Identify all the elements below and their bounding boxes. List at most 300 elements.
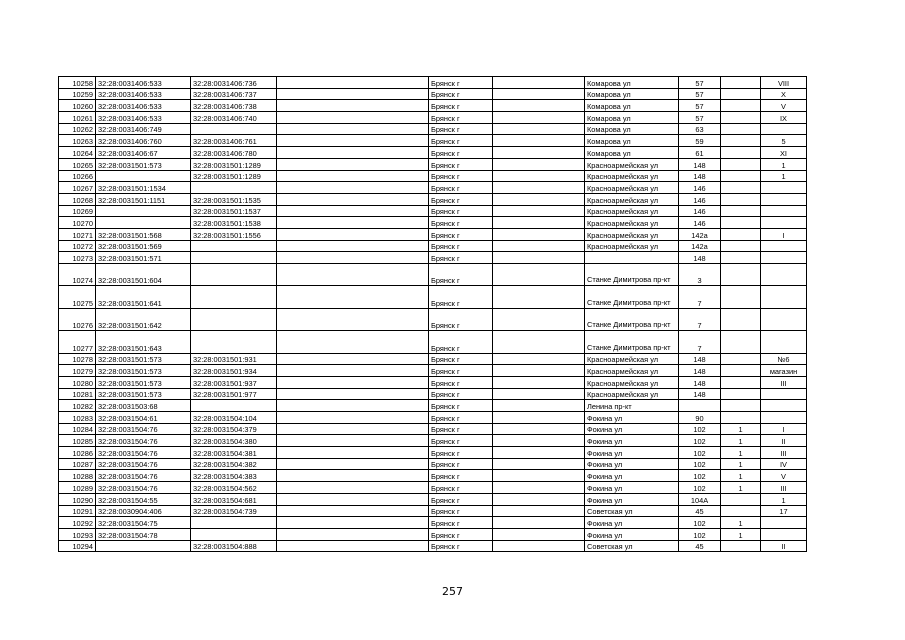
apartment-number-cell bbox=[761, 400, 807, 412]
building-number-cell bbox=[721, 264, 761, 286]
house-number-cell: 7 bbox=[679, 308, 721, 330]
table-row bbox=[59, 376, 807, 388]
house-number-cell: 45 bbox=[679, 505, 721, 517]
apartment-number-cell: II bbox=[761, 435, 807, 447]
table-row bbox=[59, 493, 807, 505]
row-number-cell: 10270 bbox=[59, 217, 96, 229]
row-number-cell: 10280 bbox=[59, 376, 96, 388]
blank-cell bbox=[493, 252, 585, 264]
table-row bbox=[59, 423, 807, 435]
blank-cell bbox=[277, 376, 429, 388]
building-number-cell: 1 bbox=[721, 470, 761, 482]
apartment-number-cell: V bbox=[761, 470, 807, 482]
blank-cell bbox=[493, 423, 585, 435]
blank-cell bbox=[493, 517, 585, 529]
city-cell: Брянск г bbox=[429, 540, 493, 552]
cadastral-number-cell: 32:28:0031504:76 bbox=[96, 447, 191, 459]
building-number-cell bbox=[721, 540, 761, 552]
row-number-cell: 10282 bbox=[59, 400, 96, 412]
blank-cell bbox=[493, 205, 585, 217]
city-cell: Брянск г bbox=[429, 482, 493, 494]
premises-cadastral-number-cell bbox=[191, 331, 277, 353]
cadastral-number-cell bbox=[96, 170, 191, 182]
building-number-cell bbox=[721, 88, 761, 100]
premises-cadastral-number-cell: 32:28:0031504:681 bbox=[191, 493, 277, 505]
apartment-number-cell: 1 bbox=[761, 170, 807, 182]
blank-cell bbox=[277, 447, 429, 459]
cadastral-number-cell: 32:28:0031503:68 bbox=[96, 400, 191, 412]
cadastral-number-cell: 32:28:0031406:67 bbox=[96, 147, 191, 159]
city-cell: Брянск г bbox=[429, 252, 493, 264]
premises-cadastral-number-cell: 32:28:0031504:379 bbox=[191, 423, 277, 435]
table-row bbox=[59, 447, 807, 459]
city-cell: Брянск г bbox=[429, 217, 493, 229]
city-cell: Брянск г bbox=[429, 112, 493, 124]
city-cell: Брянск г bbox=[429, 193, 493, 205]
premises-cadastral-number-cell: 32:28:0031504:739 bbox=[191, 505, 277, 517]
row-number-cell: 10288 bbox=[59, 470, 96, 482]
table-row bbox=[59, 353, 807, 365]
blank-cell bbox=[493, 112, 585, 124]
building-number-cell bbox=[721, 112, 761, 124]
apartment-number-cell bbox=[761, 252, 807, 264]
blank-cell bbox=[493, 286, 585, 308]
table-row bbox=[59, 112, 807, 124]
row-number-cell: 10258 bbox=[59, 77, 96, 89]
blank-cell bbox=[277, 353, 429, 365]
row-number-cell: 10259 bbox=[59, 88, 96, 100]
premises-cadastral-number-cell bbox=[191, 264, 277, 286]
city-cell: Брянск г bbox=[429, 412, 493, 424]
building-number-cell bbox=[721, 193, 761, 205]
row-number-cell: 10286 bbox=[59, 447, 96, 459]
city-cell: Брянск г bbox=[429, 240, 493, 252]
street-cell: Ленина пр-кт bbox=[585, 400, 679, 412]
apartment-number-cell: III bbox=[761, 447, 807, 459]
house-number-cell: 146 bbox=[679, 217, 721, 229]
street-cell: Фокина ул bbox=[585, 517, 679, 529]
blank-cell bbox=[277, 193, 429, 205]
row-number-cell: 10271 bbox=[59, 228, 96, 240]
house-number-cell: 146 bbox=[679, 205, 721, 217]
blank-cell bbox=[277, 505, 429, 517]
premises-cadastral-number-cell: 32:28:0031406:780 bbox=[191, 147, 277, 159]
table-row bbox=[59, 88, 807, 100]
building-number-cell bbox=[721, 353, 761, 365]
street-cell: Фокина ул bbox=[585, 435, 679, 447]
cadastral-number-cell: 32:28:0031406:760 bbox=[96, 135, 191, 147]
apartment-number-cell bbox=[761, 240, 807, 252]
street-cell bbox=[585, 252, 679, 264]
table-row bbox=[59, 286, 807, 308]
street-cell: Комарова ул bbox=[585, 77, 679, 89]
premises-cadastral-number-cell: 32:28:0031406:761 bbox=[191, 135, 277, 147]
building-number-cell: 1 bbox=[721, 517, 761, 529]
house-number-cell: 148 bbox=[679, 388, 721, 400]
blank-cell bbox=[493, 528, 585, 540]
cadastral-number-cell: 32:28:0031501:573 bbox=[96, 376, 191, 388]
premises-cadastral-number-cell: 32:28:0031501:1289 bbox=[191, 170, 277, 182]
building-number-cell bbox=[721, 123, 761, 135]
premises-cadastral-number-cell: 32:28:0031501:1556 bbox=[191, 228, 277, 240]
cadastral-number-cell: 32:28:0031504:76 bbox=[96, 470, 191, 482]
house-number-cell: 63 bbox=[679, 123, 721, 135]
cadastral-number-cell: 32:28:0031406:533 bbox=[96, 88, 191, 100]
blank-cell bbox=[277, 205, 429, 217]
blank-cell bbox=[493, 193, 585, 205]
table-row bbox=[59, 264, 807, 286]
house-number-cell: 61 bbox=[679, 147, 721, 159]
cadastral-number-cell: 32:28:0031406:533 bbox=[96, 112, 191, 124]
premises-cadastral-number-cell bbox=[191, 517, 277, 529]
building-number-cell: 1 bbox=[721, 482, 761, 494]
cadastral-number-cell: 32:28:0031501:573 bbox=[96, 388, 191, 400]
apartment-number-cell: IX bbox=[761, 112, 807, 124]
premises-cadastral-number-cell: 32:28:0031504:381 bbox=[191, 447, 277, 459]
street-cell: Фокина ул bbox=[585, 458, 679, 470]
blank-cell bbox=[493, 458, 585, 470]
premises-cadastral-number-cell bbox=[191, 308, 277, 330]
cadastral-number-cell: 32:28:0031406:533 bbox=[96, 100, 191, 112]
blank-cell bbox=[493, 264, 585, 286]
house-number-cell: 148 bbox=[679, 376, 721, 388]
blank-cell bbox=[493, 100, 585, 112]
street-cell: Комарова ул bbox=[585, 123, 679, 135]
building-number-cell bbox=[721, 365, 761, 377]
house-number-cell: 7 bbox=[679, 286, 721, 308]
building-number-cell: 1 bbox=[721, 435, 761, 447]
blank-cell bbox=[277, 88, 429, 100]
blank-cell bbox=[493, 308, 585, 330]
table-row bbox=[59, 217, 807, 229]
street-cell: Комарова ул bbox=[585, 112, 679, 124]
building-number-cell bbox=[721, 100, 761, 112]
house-number-cell: 142а bbox=[679, 228, 721, 240]
table-row bbox=[59, 308, 807, 330]
blank-cell bbox=[277, 252, 429, 264]
table-row bbox=[59, 77, 807, 89]
row-number-cell: 10285 bbox=[59, 435, 96, 447]
premises-cadastral-number-cell: 32:28:0031501:1535 bbox=[191, 193, 277, 205]
table-row bbox=[59, 170, 807, 182]
row-number-cell: 10263 bbox=[59, 135, 96, 147]
row-number-cell: 10289 bbox=[59, 482, 96, 494]
apartment-number-cell bbox=[761, 182, 807, 194]
table-row bbox=[59, 470, 807, 482]
table-row bbox=[59, 482, 807, 494]
city-cell: Брянск г bbox=[429, 388, 493, 400]
table-row bbox=[59, 158, 807, 170]
street-cell: Красноармейская ул bbox=[585, 170, 679, 182]
building-number-cell bbox=[721, 412, 761, 424]
cadastral-number-cell: 32:28:0031501:643 bbox=[96, 331, 191, 353]
row-number-cell: 10279 bbox=[59, 365, 96, 377]
blank-cell bbox=[277, 286, 429, 308]
cadastral-number-cell: 32:28:0031501:568 bbox=[96, 228, 191, 240]
city-cell: Брянск г bbox=[429, 400, 493, 412]
table-row bbox=[59, 505, 807, 517]
city-cell: Брянск г bbox=[429, 376, 493, 388]
blank-cell bbox=[493, 147, 585, 159]
apartment-number-cell: XI bbox=[761, 147, 807, 159]
city-cell: Брянск г bbox=[429, 423, 493, 435]
table-row bbox=[59, 252, 807, 264]
row-number-cell: 10291 bbox=[59, 505, 96, 517]
blank-cell bbox=[493, 158, 585, 170]
table-row bbox=[59, 365, 807, 377]
table-row bbox=[59, 388, 807, 400]
building-number-cell: 1 bbox=[721, 528, 761, 540]
city-cell: Брянск г bbox=[429, 286, 493, 308]
apartment-number-cell bbox=[761, 123, 807, 135]
row-number-cell: 10278 bbox=[59, 353, 96, 365]
house-number-cell: 102 bbox=[679, 423, 721, 435]
row-number-cell: 10283 bbox=[59, 412, 96, 424]
blank-cell bbox=[277, 331, 429, 353]
table-row bbox=[59, 147, 807, 159]
cadastral-number-cell: 32:28:0031504:75 bbox=[96, 517, 191, 529]
premises-cadastral-number-cell: 32:28:0031501:1538 bbox=[191, 217, 277, 229]
house-number-cell: 148 bbox=[679, 365, 721, 377]
building-number-cell bbox=[721, 147, 761, 159]
table-row bbox=[59, 135, 807, 147]
street-cell: Станке Димитрова пр-кт bbox=[585, 286, 679, 308]
street-cell: Комарова ул bbox=[585, 88, 679, 100]
house-number-cell: 148 bbox=[679, 252, 721, 264]
building-number-cell bbox=[721, 331, 761, 353]
cadastral-number-cell: 32:28:0031501:573 bbox=[96, 353, 191, 365]
street-cell: Станке Димитрова пр-кт bbox=[585, 331, 679, 353]
street-cell: Красноармейская ул bbox=[585, 182, 679, 194]
house-number-cell: 45 bbox=[679, 540, 721, 552]
apartment-number-cell bbox=[761, 528, 807, 540]
premises-cadastral-number-cell bbox=[191, 528, 277, 540]
blank-cell bbox=[277, 458, 429, 470]
apartment-number-cell: II bbox=[761, 540, 807, 552]
premises-cadastral-number-cell: 32:28:0031504:888 bbox=[191, 540, 277, 552]
apartment-number-cell: 5 bbox=[761, 135, 807, 147]
table-row bbox=[59, 228, 807, 240]
blank-cell bbox=[277, 400, 429, 412]
blank-cell bbox=[277, 388, 429, 400]
street-cell: Фокина ул bbox=[585, 482, 679, 494]
blank-cell bbox=[277, 228, 429, 240]
blank-cell bbox=[277, 77, 429, 89]
cadastral-number-cell: 32:28:0031504:76 bbox=[96, 458, 191, 470]
building-number-cell: 1 bbox=[721, 447, 761, 459]
blank-cell bbox=[493, 170, 585, 182]
cadastral-number-cell: 32:28:0031504:61 bbox=[96, 412, 191, 424]
street-cell: Станке Димитрова пр-кт bbox=[585, 308, 679, 330]
building-number-cell bbox=[721, 388, 761, 400]
cadastral-number-cell: 32:28:0031501:641 bbox=[96, 286, 191, 308]
city-cell: Брянск г bbox=[429, 158, 493, 170]
table-row bbox=[59, 205, 807, 217]
apartment-number-cell bbox=[761, 412, 807, 424]
row-number-cell: 10274 bbox=[59, 264, 96, 286]
blank-cell bbox=[493, 376, 585, 388]
cadastral-number-cell: 32:28:0031501:573 bbox=[96, 158, 191, 170]
row-number-cell: 10260 bbox=[59, 100, 96, 112]
premises-cadastral-number-cell: 32:28:0031501:934 bbox=[191, 365, 277, 377]
blank-cell bbox=[493, 412, 585, 424]
house-number-cell: 102 bbox=[679, 447, 721, 459]
street-cell: Фокина ул bbox=[585, 447, 679, 459]
blank-cell bbox=[277, 123, 429, 135]
apartment-number-cell: III bbox=[761, 376, 807, 388]
building-number-cell bbox=[721, 493, 761, 505]
house-number-cell: 148 bbox=[679, 353, 721, 365]
apartment-number-cell: I bbox=[761, 228, 807, 240]
city-cell: Брянск г bbox=[429, 528, 493, 540]
apartment-number-cell: X bbox=[761, 88, 807, 100]
cadastral-number-cell: 32:28:0031501:571 bbox=[96, 252, 191, 264]
house-number-cell: 3 bbox=[679, 264, 721, 286]
apartment-number-cell bbox=[761, 264, 807, 286]
street-cell: Фокина ул bbox=[585, 493, 679, 505]
row-number-cell: 10265 bbox=[59, 158, 96, 170]
house-number-cell: 57 bbox=[679, 88, 721, 100]
street-cell: Фокина ул bbox=[585, 412, 679, 424]
blank-cell bbox=[493, 470, 585, 482]
registry-table bbox=[58, 76, 807, 552]
cadastral-number-cell: 32:28:0031406:749 bbox=[96, 123, 191, 135]
building-number-cell bbox=[721, 170, 761, 182]
apartment-number-cell bbox=[761, 388, 807, 400]
cadastral-number-cell: 32:28:0031501:642 bbox=[96, 308, 191, 330]
city-cell: Брянск г bbox=[429, 205, 493, 217]
premises-cadastral-number-cell bbox=[191, 123, 277, 135]
city-cell: Брянск г bbox=[429, 182, 493, 194]
cadastral-number-cell: 32:28:0031504:76 bbox=[96, 435, 191, 447]
blank-cell bbox=[493, 217, 585, 229]
blank-cell bbox=[493, 493, 585, 505]
cadastral-number-cell: 32:28:0031504:76 bbox=[96, 423, 191, 435]
blank-cell bbox=[277, 493, 429, 505]
apartment-number-cell: IV bbox=[761, 458, 807, 470]
cadastral-number-cell bbox=[96, 540, 191, 552]
street-cell: Комарова ул bbox=[585, 100, 679, 112]
row-number-cell: 10284 bbox=[59, 423, 96, 435]
cadastral-number-cell: 32:28:0031501:1151 bbox=[96, 193, 191, 205]
cadastral-number-cell: 32:28:0031504:76 bbox=[96, 482, 191, 494]
table-row bbox=[59, 193, 807, 205]
house-number-cell: 102 bbox=[679, 435, 721, 447]
city-cell: Брянск г bbox=[429, 308, 493, 330]
blank-cell bbox=[493, 447, 585, 459]
table-row bbox=[59, 240, 807, 252]
row-number-cell: 10281 bbox=[59, 388, 96, 400]
house-number-cell: 102 bbox=[679, 528, 721, 540]
apartment-number-cell: III bbox=[761, 482, 807, 494]
building-number-cell bbox=[721, 286, 761, 308]
blank-cell bbox=[277, 423, 429, 435]
blank-cell bbox=[277, 182, 429, 194]
apartment-number-cell bbox=[761, 331, 807, 353]
building-number-cell bbox=[721, 182, 761, 194]
blank-cell bbox=[277, 217, 429, 229]
table-row bbox=[59, 517, 807, 529]
apartment-number-cell bbox=[761, 205, 807, 217]
street-cell: Советская ул bbox=[585, 540, 679, 552]
building-number-cell bbox=[721, 252, 761, 264]
city-cell: Брянск г bbox=[429, 264, 493, 286]
blank-cell bbox=[493, 77, 585, 89]
blank-cell bbox=[493, 331, 585, 353]
building-number-cell bbox=[721, 400, 761, 412]
street-cell: Фокина ул bbox=[585, 423, 679, 435]
apartment-number-cell: 1 bbox=[761, 158, 807, 170]
row-number-cell: 10266 bbox=[59, 170, 96, 182]
house-number-cell: 57 bbox=[679, 77, 721, 89]
premises-cadastral-number-cell: 32:28:0031501:1289 bbox=[191, 158, 277, 170]
house-number-cell: 90 bbox=[679, 412, 721, 424]
apartment-number-cell bbox=[761, 517, 807, 529]
cadastral-number-cell: 32:28:0031501:1534 bbox=[96, 182, 191, 194]
row-number-cell: 10268 bbox=[59, 193, 96, 205]
row-number-cell: 10293 bbox=[59, 528, 96, 540]
cadastral-number-cell: 32:28:0031501:569 bbox=[96, 240, 191, 252]
premises-cadastral-number-cell bbox=[191, 240, 277, 252]
blank-cell bbox=[277, 412, 429, 424]
city-cell: Брянск г bbox=[429, 505, 493, 517]
premises-cadastral-number-cell: 32:28:0031406:736 bbox=[191, 77, 277, 89]
row-number-cell: 10264 bbox=[59, 147, 96, 159]
row-number-cell: 10261 bbox=[59, 112, 96, 124]
building-number-cell bbox=[721, 135, 761, 147]
apartment-number-cell bbox=[761, 286, 807, 308]
premises-cadastral-number-cell bbox=[191, 286, 277, 308]
city-cell: Брянск г bbox=[429, 170, 493, 182]
blank-cell bbox=[277, 135, 429, 147]
blank-cell bbox=[493, 388, 585, 400]
city-cell: Брянск г bbox=[429, 88, 493, 100]
premises-cadastral-number-cell: 32:28:0031406:740 bbox=[191, 112, 277, 124]
premises-cadastral-number-cell: 32:28:0031501:937 bbox=[191, 376, 277, 388]
table-row bbox=[59, 435, 807, 447]
house-number-cell: 102 bbox=[679, 470, 721, 482]
city-cell: Брянск г bbox=[429, 228, 493, 240]
city-cell: Брянск г bbox=[429, 365, 493, 377]
apartment-number-cell: магазин bbox=[761, 365, 807, 377]
city-cell: Брянск г bbox=[429, 123, 493, 135]
premises-cadastral-number-cell bbox=[191, 252, 277, 264]
house-number-cell: 146 bbox=[679, 182, 721, 194]
row-number-cell: 10273 bbox=[59, 252, 96, 264]
cadastral-number-cell bbox=[96, 217, 191, 229]
row-number-cell: 10267 bbox=[59, 182, 96, 194]
street-cell: Станке Димитрова пр-кт bbox=[585, 264, 679, 286]
premises-cadastral-number-cell: 32:28:0031501:977 bbox=[191, 388, 277, 400]
street-cell: Красноармейская ул bbox=[585, 240, 679, 252]
blank-cell bbox=[277, 482, 429, 494]
blank-cell bbox=[493, 240, 585, 252]
row-number-cell: 10262 bbox=[59, 123, 96, 135]
house-number-cell: 142а bbox=[679, 240, 721, 252]
blank-cell bbox=[493, 182, 585, 194]
row-number-cell: 10276 bbox=[59, 308, 96, 330]
apartment-number-cell bbox=[761, 193, 807, 205]
house-number-cell: 7 bbox=[679, 331, 721, 353]
city-cell: Брянск г bbox=[429, 470, 493, 482]
blank-cell bbox=[277, 308, 429, 330]
blank-cell bbox=[277, 435, 429, 447]
city-cell: Брянск г bbox=[429, 458, 493, 470]
house-number-cell: 102 bbox=[679, 458, 721, 470]
blank-cell bbox=[493, 228, 585, 240]
house-number-cell: 148 bbox=[679, 158, 721, 170]
house-number-cell: 146 bbox=[679, 193, 721, 205]
